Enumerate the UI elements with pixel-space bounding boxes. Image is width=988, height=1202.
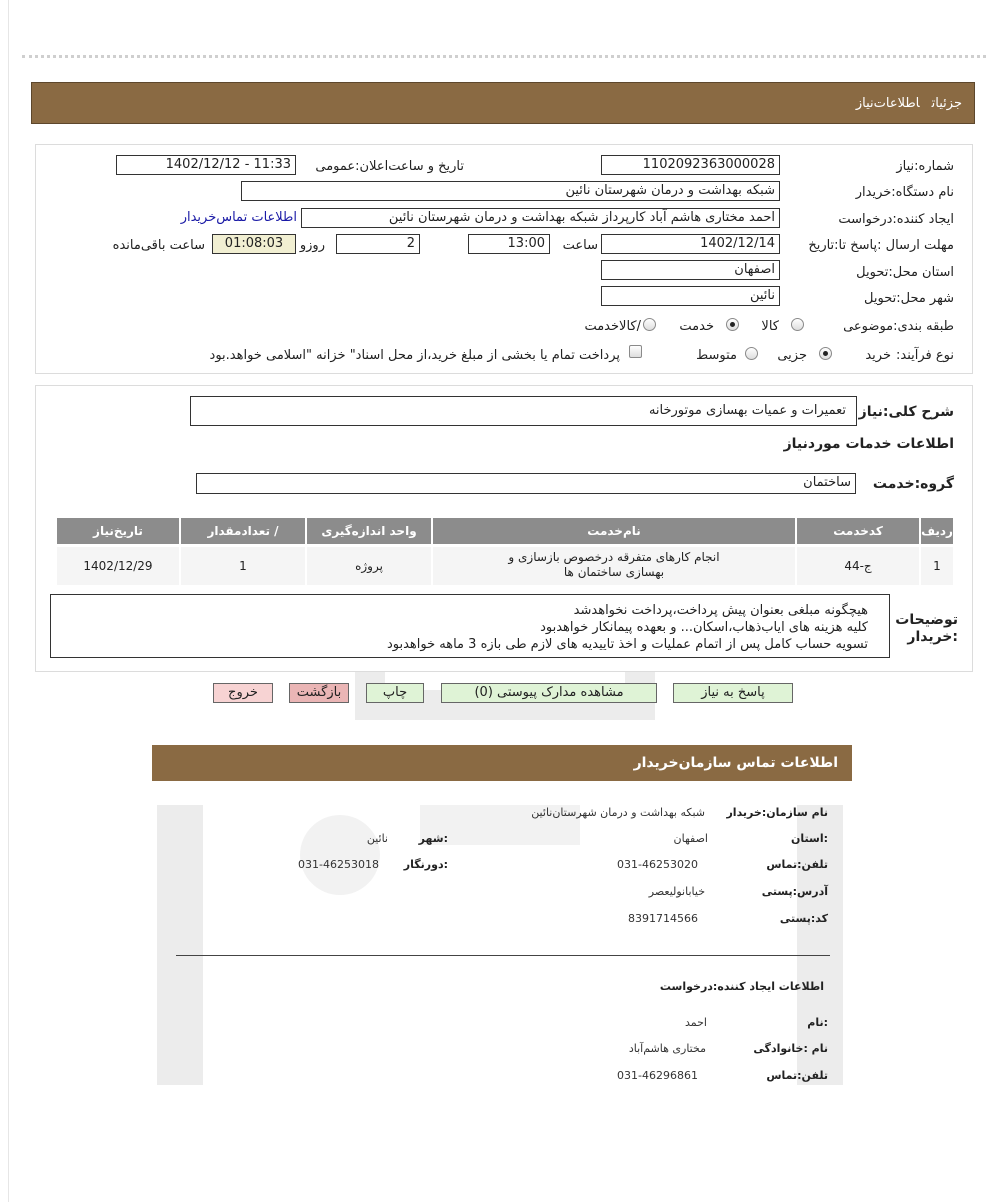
contact-province-value: اصفهان: [673, 832, 708, 845]
page-left-border: [8, 0, 9, 1202]
contact-address-value: خیابانولیعصر: [648, 885, 705, 898]
city-field: نائین: [601, 286, 780, 306]
deadline-label: مهلت ارسال :پاسخ تا:تاریخ: [808, 238, 954, 253]
contact-city-label: :شهر: [418, 832, 448, 845]
org-name-label: نام سازمان:خریدار: [726, 806, 828, 819]
creator-name-value: احمد: [685, 1016, 707, 1029]
category-goods-label: کالا: [761, 319, 779, 334]
top-dotted-divider: [22, 55, 986, 58]
table-cell-service-code: ج-44: [797, 547, 919, 585]
contact-postal-label: کد:پستی: [779, 912, 828, 925]
need-number-label: شماره:نیاز: [896, 159, 954, 174]
contact-fax-label: :دورنگار: [403, 858, 448, 871]
category-both-radio[interactable]: [643, 318, 656, 331]
deadline-time-field: 13:00: [468, 234, 550, 254]
exit-button[interactable]: خروج: [213, 683, 273, 703]
org-name-value: شبکه بهداشت و درمان شهرستان‌نائین: [531, 806, 705, 819]
creator-phone-label: تلفن:تماس: [766, 1069, 828, 1082]
tab-need-info[interactable]: اطلاعات‌نیاز: [855, 96, 920, 111]
table-header-row-number: ردیف: [921, 518, 953, 544]
category-service-label: خدمت: [679, 319, 714, 334]
table-header-service-code: کدخدمت: [797, 518, 919, 544]
contact-section-header: [152, 745, 852, 781]
treasury-payment-checkbox[interactable]: [629, 345, 642, 358]
buyer-label: نام دستگاه:خریدار: [855, 185, 954, 200]
table-header-service-name: نام‌خدمت: [433, 518, 795, 544]
creator-phone-value: 031-46296861: [617, 1069, 698, 1082]
buyer-note-line-3: تسویه حساب کامل پس از اتمام عملیات و اخذ تاییدیه های لازم طی بازه 3 ماهه خواهدبود: [386, 637, 868, 652]
general-description-field: تعمیرات و عمیات بهسازی موتورخانه: [190, 396, 857, 426]
province-label: استان محل:تحویل: [856, 265, 954, 280]
general-description-label: شرح کلی:نیاز: [858, 404, 954, 420]
remaining-time-label: ساعت باقی‌مانده: [112, 238, 205, 253]
contact-fax-value: 031-46253018: [298, 858, 379, 871]
process-medium-radio[interactable]: [745, 347, 758, 360]
buyer-note-line-1: هیچگونه مبلغی بعنوان پیش پرداخت،پرداخت نخواهدشد: [573, 603, 868, 618]
contact-address-label: آدرس:پستی: [761, 885, 828, 898]
contact-city-value: نائین: [366, 832, 388, 845]
announce-date-field: 1402/12/12 - 11:33: [116, 155, 296, 175]
days-field: 2: [336, 234, 420, 254]
contact-divider: [176, 955, 830, 956]
announce-date-label: تاریخ و ساعت‌اعلان:عمومی: [315, 159, 464, 174]
deadline-time-label: ساعت: [562, 238, 598, 253]
creator-family-value: مختاری هاشم‌آباد: [628, 1042, 706, 1055]
table-cell-need-date: 1402/12/29: [57, 547, 179, 585]
need-info-panel: [35, 144, 973, 374]
need-number-field: 1102092363000028: [601, 155, 780, 175]
service-group-field: ساختمان: [196, 473, 856, 494]
category-goods-radio[interactable]: [791, 318, 804, 331]
buyer-note-line-2: کلیه هزینه های ایاب‌ذهاب،اسکان... و بعهده پیمانکار خواهدبود: [540, 620, 868, 635]
contact-postal-value: 8391714566: [628, 912, 698, 925]
deadline-date-field: 1402/12/14: [601, 234, 780, 254]
service-group-label: گروه:خدمت: [872, 476, 954, 492]
days-label: روزو: [299, 238, 325, 253]
buyer-notes-label: توضیحات :خریدار: [895, 612, 958, 645]
table-cell-quantity: 1: [181, 547, 305, 585]
city-label: شهر محل:تحویل: [864, 291, 954, 306]
contact-phone-value: 031-46253020: [617, 858, 698, 871]
table-header-unit: واحد اندازه‌گیری: [307, 518, 431, 544]
services-section-title: اطلاعات خدمات موردنیاز: [783, 436, 954, 452]
process-minor-label: جزیی: [777, 348, 807, 363]
table-header-need-date: تاریخ‌نیاز: [57, 518, 179, 544]
creator-field: احمد مختاری هاشم آباد کارپرداز شبکه بهداشت و درمان شهرستان نائین: [301, 208, 780, 228]
reply-to-need-button[interactable]: پاسخ به نیاز: [673, 683, 793, 703]
process-minor-radio[interactable]: [819, 347, 832, 360]
page-header: [31, 82, 975, 124]
province-field: اصفهان: [601, 260, 780, 280]
contact-section-title: اطلاعات تماس سازمان‌خریدار: [633, 755, 838, 771]
back-button[interactable]: بازگشت: [289, 683, 349, 703]
buyer-field: شبکه بهداشت و درمان شهرستان نائین: [241, 181, 780, 201]
category-service-radio[interactable]: [726, 318, 739, 331]
treasury-payment-label: پرداخت تمام یا بخشی از مبلغ خرید،از محل اسناد" خزانه "اسلامی خواهد.بود: [209, 348, 620, 363]
creator-family-label: نام :خانوادگی: [753, 1042, 828, 1055]
category-label: طبقه بندی:موضوعی: [843, 319, 954, 334]
tab-details[interactable]: جزئیات: [931, 96, 962, 111]
creator-name-label: :نام: [807, 1016, 828, 1029]
table-cell-service-name: انجام کارهای متفرقه درخصوص بازسازی و بهسازی ساختمان ها: [433, 547, 795, 585]
contact-phone-label: تلفن:تماس: [766, 858, 828, 871]
process-type-value: خرید: [865, 348, 891, 363]
category-both-label: /کالاخدمت: [584, 319, 641, 334]
process-label: نوع فرآیند:: [896, 348, 954, 363]
creator-label: ایجاد کننده:درخواست: [838, 212, 954, 227]
remaining-time-field: 01:08:03: [212, 234, 296, 254]
buyer-contact-link[interactable]: اطلاعات تماس‌خریدار: [180, 210, 297, 225]
header-tabs: [844, 96, 962, 111]
table-header-quantity: / تعدادمقدار: [181, 518, 305, 544]
process-medium-label: متوسط: [696, 348, 737, 363]
creator-info-title: اطلاعات ایجاد کننده:درخواست: [659, 980, 824, 993]
print-button[interactable]: چاپ: [366, 683, 424, 703]
view-attachments-button[interactable]: مشاهده مدارک پیوستی (0): [441, 683, 657, 703]
table-cell-row-number: 1: [921, 547, 953, 585]
table-cell-unit: پروژه: [307, 547, 431, 585]
contact-province-label: :استان: [791, 832, 828, 845]
